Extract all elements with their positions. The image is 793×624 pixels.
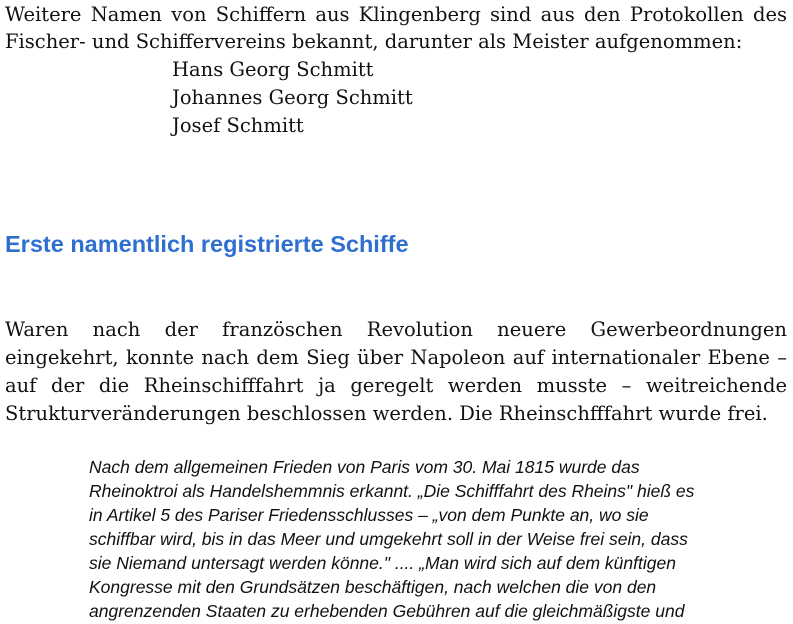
quote-line-6: Kongresse mit den Grundsätzen beschäftigen, nach welchen die von den [89, 577, 657, 597]
quote-line-7: angrenzenden Staaten zu erhebenden Gebühren auf die gleichmäßigste und [89, 601, 685, 621]
body-line-1: Waren nach der französchen Revolution neuere Gewerbeordnungen [5, 318, 787, 341]
master-name-1: Hans Georg Schmitt [172, 58, 374, 81]
master-name-2: Johannes Georg Schmitt [172, 86, 413, 109]
quote-line-4: schiffbar wird, bis in das Meer und umgekehrt soll in der Weise frei sein, dass [89, 529, 688, 549]
intro-line-1: Weitere Namen von Schiffern aus Klingenberg sind aus den Protokollen des [5, 3, 787, 26]
quote-line-1: Nach dem allgemeinen Frieden von Paris vom 30. Mai 1815 wurde das [89, 457, 640, 477]
body-line-2: eingekehrt, konnte nach dem Sieg über Napoleon auf internationaler Ebene – [5, 346, 787, 369]
quote-line-5: sie Niemand untersagt werden könne." .... „Man wird sich auf dem künftigen [89, 553, 676, 573]
body-line-3: auf der die Rheinschifffahrt ja geregelt werden musste – weitreichende [5, 374, 787, 397]
body-line-4: Strukturveränderungen beschlossen werden. Die Rheinschfffahrt wurde frei. [5, 402, 768, 425]
section-heading: Erste namentlich registrierte Schiffe [5, 231, 409, 257]
quote-line-3: in Artikel 5 des Pariser Friedensschlusses – „von dem Punkte an, wo sie [89, 505, 649, 525]
intro-line-2: Fischer- und Schiffervereins bekannt, darunter als Meister aufgenommen: [5, 30, 743, 53]
master-name-3: Josef Schmitt [172, 114, 304, 137]
quote-line-2: Rheinoktroi als Handelshemmnis erkannt. „Die Schifffahrt des Rheins" hieß es [89, 481, 695, 501]
